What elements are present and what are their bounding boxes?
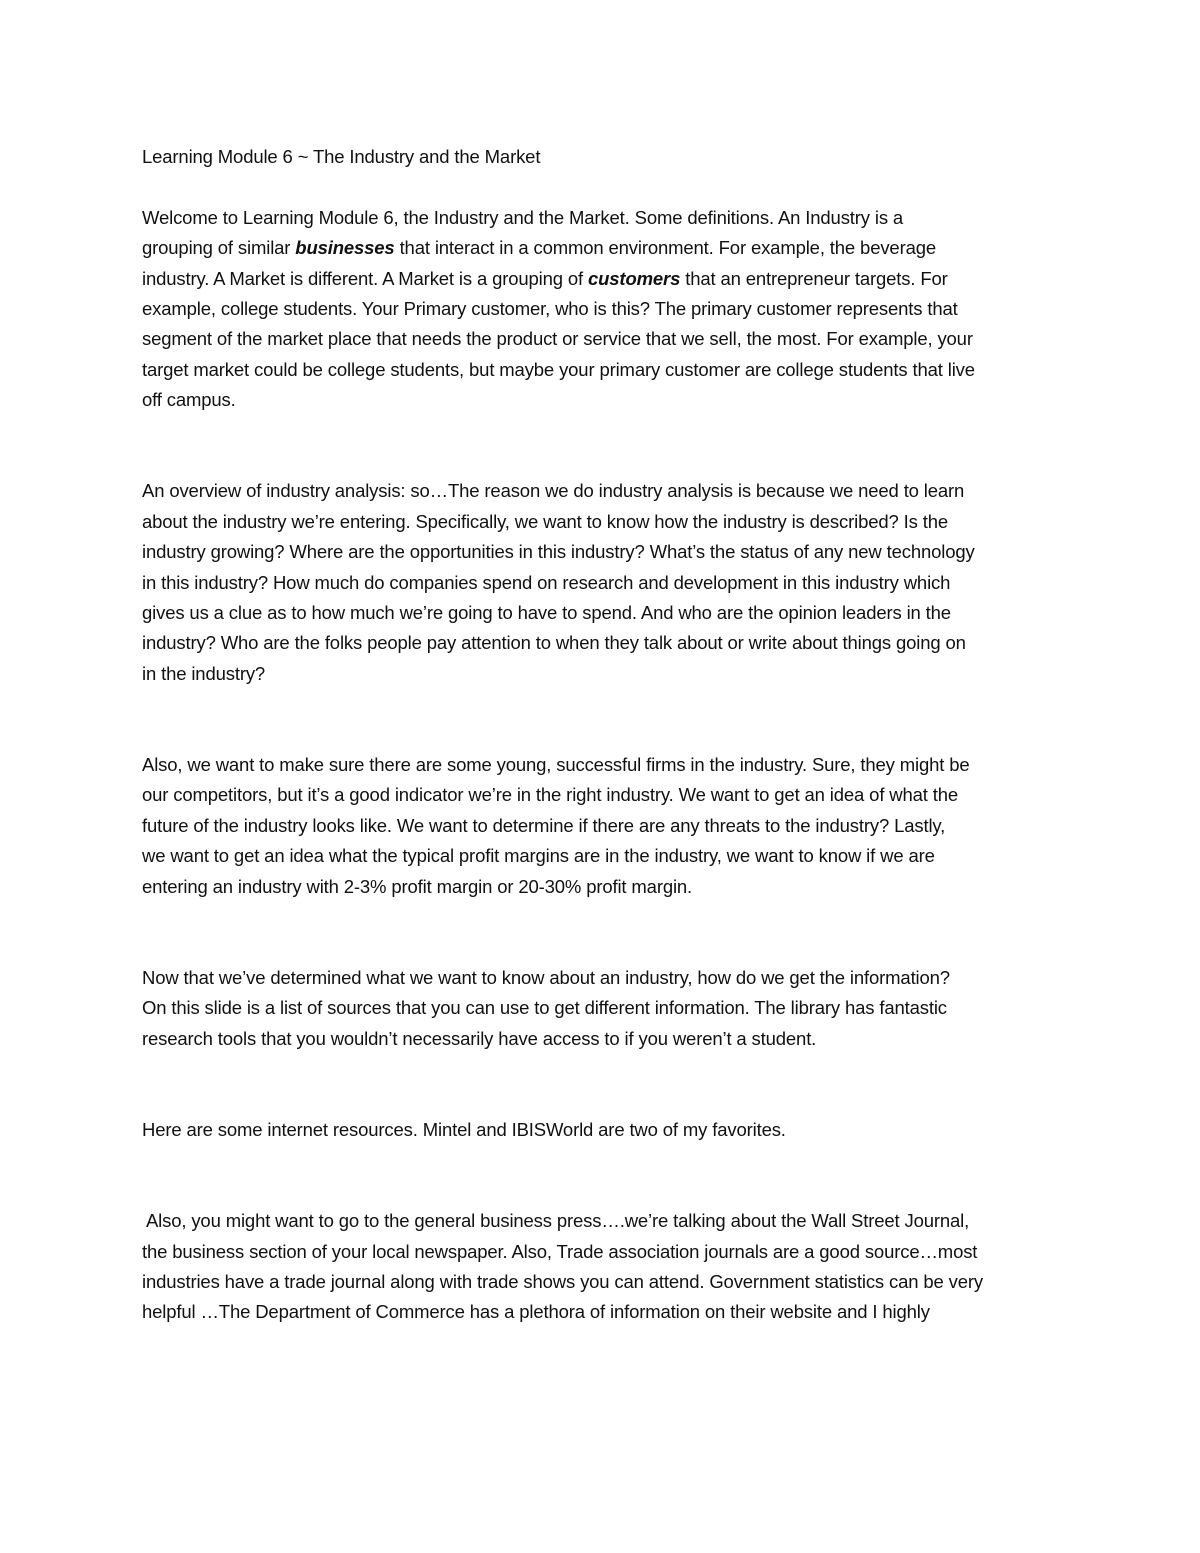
paragraph-line: An overview of industry analysis: so…The reason we do industry analysis is because we need to learn (142, 480, 965, 502)
paragraph-line: target market could be college students, but maybe your primary customer are college students that live (142, 358, 975, 380)
text-run: industry. A Market is different. A Market is a grouping of (142, 267, 588, 289)
paragraph-line: our competitors, but it’s a good indicator we’re in the right industry. We want to get an idea of what the (142, 784, 959, 806)
paragraph-line: segment of the market place that needs the product or service that we sell, the most. For example, your (142, 328, 973, 350)
text-run: that an entrepreneur targets. For (680, 267, 948, 289)
paragraph-internet-resources (142, 1115, 1066, 1145)
paragraph-line: Now that we’ve determined what we want to know about an industry, how do we get the information? (142, 966, 950, 988)
emphasis-customers: customers (588, 267, 681, 289)
paragraph-young-firms (142, 750, 1066, 902)
document-title (142, 142, 1066, 172)
paragraph-line: off campus. (142, 389, 236, 411)
paragraph-line: industry growing? Where are the opportunities in this industry? What’s the status of any new technology (142, 541, 975, 563)
paragraph-line: industry? Who are the folks people pay attention to when they talk about or write about things going on (142, 632, 966, 654)
paragraph-line (142, 233, 1066, 263)
paragraph-line (142, 264, 1066, 294)
document-body (142, 142, 1066, 1328)
paragraph-line: the business section of your local newspaper. Also, Trade association journals are a good source…most (142, 1240, 978, 1262)
paragraph-line: entering an industry with 2-3% profit margin or 20-30% profit margin. (142, 875, 693, 897)
paragraph-line: we want to get an idea what the typical profit margins are in the industry, we want to know if we are (142, 845, 935, 867)
paragraph-line: industries have a trade journal along with trade shows you can attend. Government statistics can be very (142, 1270, 984, 1292)
paragraph-line: Also, you might want to go to the general business press….we’re talking about the Wall Street Journal, (142, 1210, 970, 1232)
paragraph-line: On this slide is a list of sources that you can use to get different information. The library has fantastic (142, 997, 947, 1019)
paragraph-line: in this industry? How much do companies spend on research and development in this industry which (142, 571, 951, 593)
paragraph-business-press (142, 1206, 1066, 1328)
paragraph-line: future of the industry looks like. We want to determine if there are any threats to the industry? Lastly, (142, 814, 946, 836)
emphasis-businesses: businesses (295, 237, 395, 259)
paragraph-line: Here are some internet resources. Mintel and IBISWorld are two of my favorites. (142, 1118, 786, 1140)
paragraph-line: example, college students. Your Primary customer, who is this? The primary customer represents that (142, 298, 958, 320)
text-run: grouping of similar (142, 237, 296, 259)
paragraph-line: helpful …The Department of Commerce has a plethora of information on their website and I highly (142, 1301, 930, 1323)
paragraph-sources (142, 963, 1066, 1054)
paragraph-line: gives us a clue as to how much we’re going to have to spend. And who are the opinion leaders in the (142, 602, 951, 624)
paragraph-line: in the industry? (142, 662, 266, 684)
title-text: Learning Module 6 ~ The Industry and the Market (142, 146, 541, 167)
paragraph-line: about the industry we’re entering. Specifically, we want to know how the industry is described? Is the (142, 510, 948, 532)
paragraph-industry-analysis (142, 476, 1066, 689)
paragraph-line: Also, we want to make sure there are some young, successful firms in the industry. Sure, they might be (142, 754, 970, 776)
text-run: that interact in a common environment. For example, the beverage (394, 237, 936, 259)
paragraph-definitions (142, 203, 1066, 416)
paragraph-line: Welcome to Learning Module 6, the Industry and the Market. Some definitions. An Industry is a (142, 206, 904, 228)
paragraph-line: research tools that you wouldn’t necessarily have access to if you weren’t a student. (142, 1027, 817, 1049)
